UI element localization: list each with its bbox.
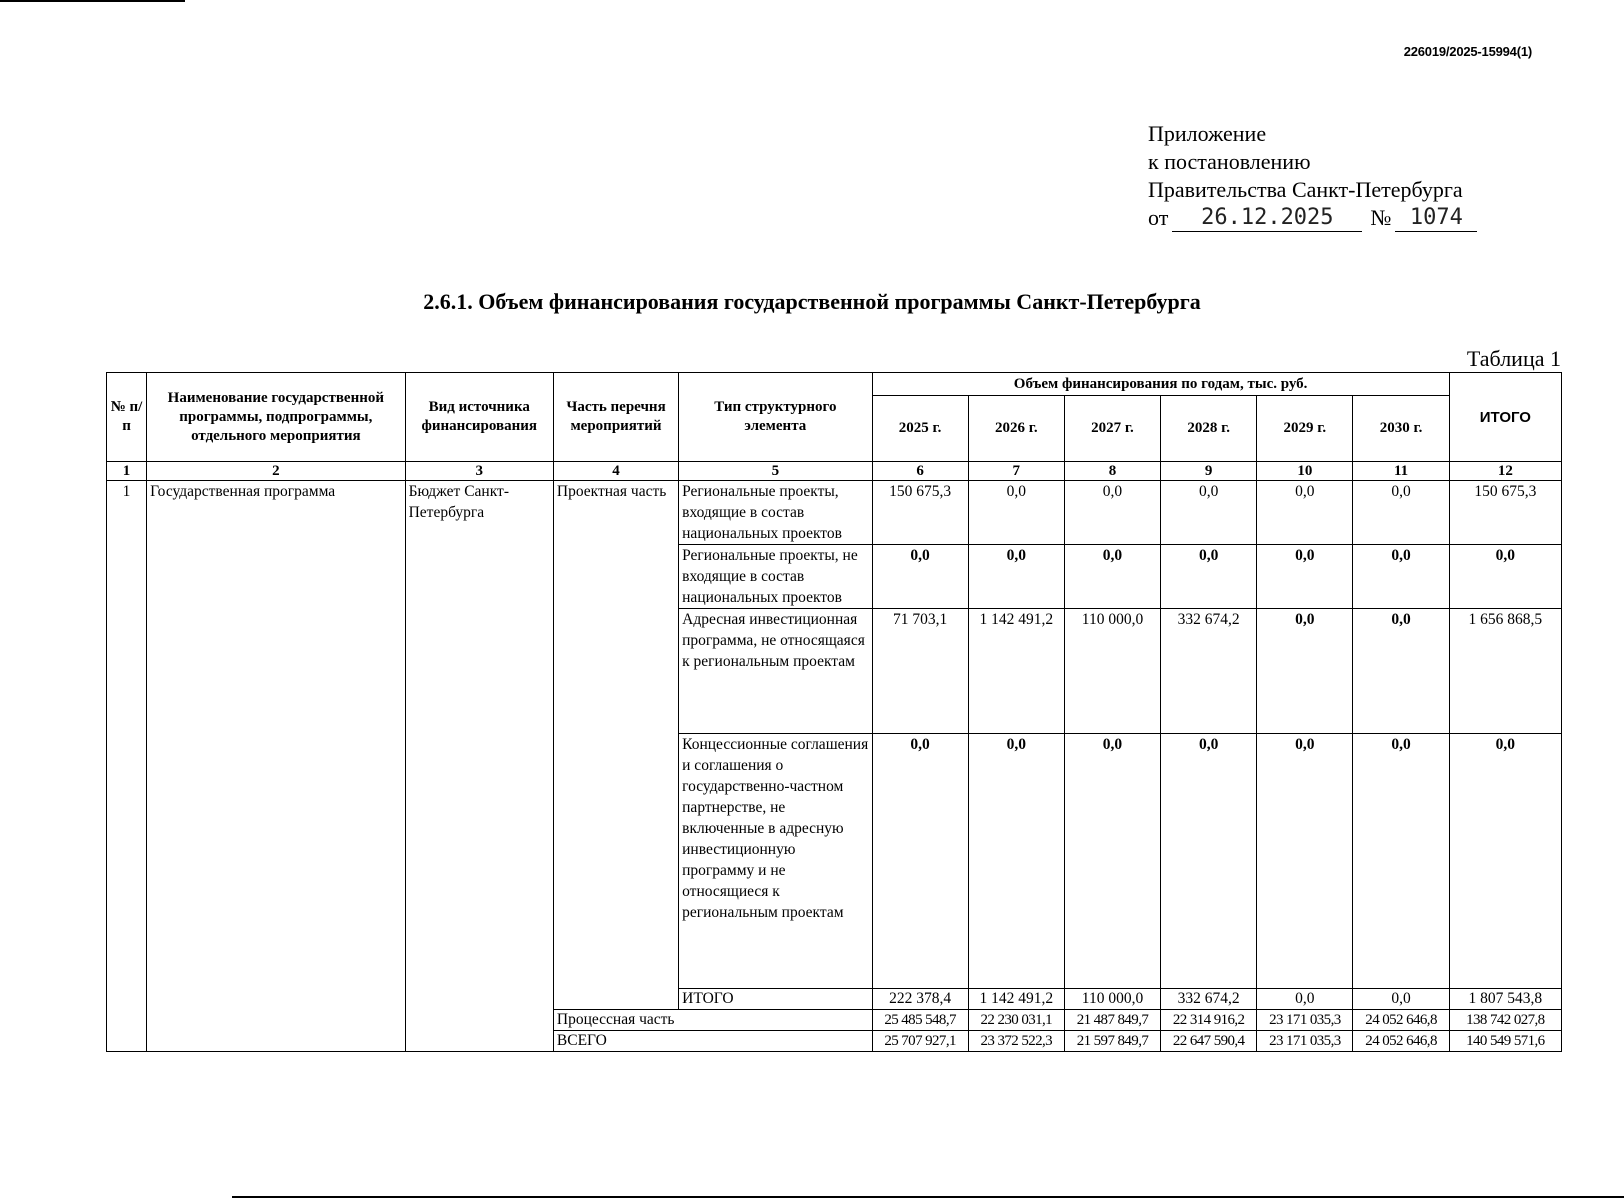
header-name: Наименование государственной программы, подпрограммы, отдельного мероприятия	[147, 373, 406, 462]
financing-table	[106, 372, 1562, 1052]
value-2028: 0,0	[1161, 734, 1257, 989]
value-2026: 0,0	[968, 481, 1064, 545]
process-label: Процессная часть	[553, 1010, 872, 1031]
value-2027: 0,0	[1064, 734, 1160, 989]
value-2026: 0,0	[968, 734, 1064, 989]
value-2030: 0,0	[1353, 545, 1449, 609]
value-2029: 0,0	[1257, 734, 1353, 989]
number-prefix: №	[1370, 205, 1392, 230]
value-2027: 110 000,0	[1064, 609, 1160, 734]
top-left-edge-line	[0, 0, 185, 2]
document-number: 226019/2025-15994(1)	[1403, 44, 1532, 59]
value-2028: 332 674,2	[1161, 609, 1257, 734]
value-2028: 0,0	[1161, 545, 1257, 609]
value-2029: 0,0	[1257, 481, 1353, 545]
row-total: 1 807 543,8	[1449, 989, 1561, 1010]
column-number: 2	[147, 462, 406, 481]
column-number: 5	[679, 462, 872, 481]
value-2025: 222 378,4	[872, 989, 968, 1010]
value-2029: 0,0	[1257, 545, 1353, 609]
date-prefix: от	[1148, 205, 1169, 230]
column-number: 12	[1449, 462, 1561, 481]
column-number: 9	[1161, 462, 1257, 481]
header-year-2028: 2028 г.	[1161, 396, 1257, 462]
structural-element-type: Региональные проекты, не входящие в состав национальных проектов	[679, 545, 872, 609]
decree-number: 1074	[1395, 205, 1477, 232]
appendix-line-1: Приложение	[1148, 121, 1267, 146]
value-2030: 0,0	[1353, 609, 1449, 734]
column-number: 1	[107, 462, 147, 481]
value-2027: 21 487 849,7	[1064, 1010, 1160, 1031]
column-number: 6	[872, 462, 968, 481]
row-total: 150 675,3	[1449, 481, 1561, 545]
value-2026: 23 372 522,3	[968, 1031, 1064, 1052]
header-years-group: Объем финансирования по годам, тыс. руб.	[872, 373, 1449, 396]
column-number: 4	[553, 462, 678, 481]
value-2029: 23 171 035,3	[1257, 1031, 1353, 1052]
appendix-date-line	[1148, 204, 1508, 232]
value-2029: 23 171 035,3	[1257, 1010, 1353, 1031]
column-number: 3	[405, 462, 553, 481]
grand-total-label: ВСЕГО	[553, 1031, 872, 1052]
row-total: 1 656 868,5	[1449, 609, 1561, 734]
value-2027: 0,0	[1064, 545, 1160, 609]
appendix-block	[1148, 120, 1508, 232]
header-type: Тип структурного элемента	[679, 373, 872, 462]
value-2025: 150 675,3	[872, 481, 968, 545]
header-year-2025: 2025 г.	[872, 396, 968, 462]
header-year-2030: 2030 г.	[1353, 396, 1449, 462]
structural-element-type: Региональные проекты, входящие в состав национальных проектов	[679, 481, 872, 545]
structural-element-type: Концессионные соглашения и соглашения о государственно-частном партнерстве, не включенные в адресную инвестиционную программу и не относящиеся к региональным проектам	[679, 734, 872, 989]
value-2029: 0,0	[1257, 609, 1353, 734]
row-total: 138 742 027,8	[1449, 1010, 1561, 1031]
value-2027: 21 597 849,7	[1064, 1031, 1160, 1052]
column-number: 8	[1064, 462, 1160, 481]
appendix-line-3: Правительства Санкт-Петербурга	[1148, 177, 1463, 202]
value-2025: 71 703,1	[872, 609, 968, 734]
structural-element-type: ИТОГО	[679, 989, 872, 1010]
appendix-line-2: к постановлению	[1148, 149, 1311, 174]
header-num: № п/п	[107, 373, 147, 462]
value-2026: 1 142 491,2	[968, 609, 1064, 734]
header-source: Вид источника финансирования	[405, 373, 553, 462]
header-total: ИТОГО	[1449, 373, 1561, 462]
row-total: 0,0	[1449, 734, 1561, 989]
program-num: 1	[107, 481, 147, 1052]
value-2026: 1 142 491,2	[968, 989, 1064, 1010]
column-number: 10	[1257, 462, 1353, 481]
bottom-edge-line	[232, 1196, 1624, 1198]
value-2025: 25 707 927,1	[872, 1031, 968, 1052]
row-total: 0,0	[1449, 545, 1561, 609]
value-2028: 22 314 916,2	[1161, 1010, 1257, 1031]
row-total: 140 549 571,6	[1449, 1031, 1561, 1052]
decree-date: 26.12.2025	[1172, 205, 1362, 232]
value-2026: 0,0	[968, 545, 1064, 609]
header-row-1	[107, 373, 1562, 396]
value-2028: 22 647 590,4	[1161, 1031, 1257, 1052]
document-title: 2.6.1. Объем финансирования государственной программы Санкт-Петербурга	[423, 289, 1201, 314]
program-part: Проектная часть	[553, 481, 678, 1010]
header-part: Часть перечня мероприятий	[553, 373, 678, 462]
structural-element-type: Адресная инвестиционная программа, не относящаяся к региональным проектам	[679, 609, 872, 734]
column-number: 11	[1353, 462, 1449, 481]
value-2030: 0,0	[1353, 989, 1449, 1010]
value-2025: 0,0	[872, 545, 968, 609]
value-2030: 24 052 646,8	[1353, 1031, 1449, 1052]
value-2025: 0,0	[872, 734, 968, 989]
value-2025: 25 485 548,7	[872, 1010, 968, 1031]
column-number-row	[107, 462, 1562, 481]
program-name: Государственная программа	[147, 481, 406, 1052]
header-year-2029: 2029 г.	[1257, 396, 1353, 462]
value-2027: 110 000,0	[1064, 989, 1160, 1010]
value-2026: 22 230 031,1	[968, 1010, 1064, 1031]
value-2030: 24 052 646,8	[1353, 1010, 1449, 1031]
column-number: 7	[968, 462, 1064, 481]
table-label: Таблица 1	[1466, 346, 1561, 371]
value-2030: 0,0	[1353, 734, 1449, 989]
program-source: Бюджет Санкт-Петербурга	[405, 481, 553, 1052]
value-2028: 0,0	[1161, 481, 1257, 545]
value-2028: 332 674,2	[1161, 989, 1257, 1010]
value-2030: 0,0	[1353, 481, 1449, 545]
header-year-2026: 2026 г.	[968, 396, 1064, 462]
value-2027: 0,0	[1064, 481, 1160, 545]
value-2029: 0,0	[1257, 989, 1353, 1010]
header-year-2027: 2027 г.	[1064, 396, 1160, 462]
table-row	[107, 481, 1562, 545]
